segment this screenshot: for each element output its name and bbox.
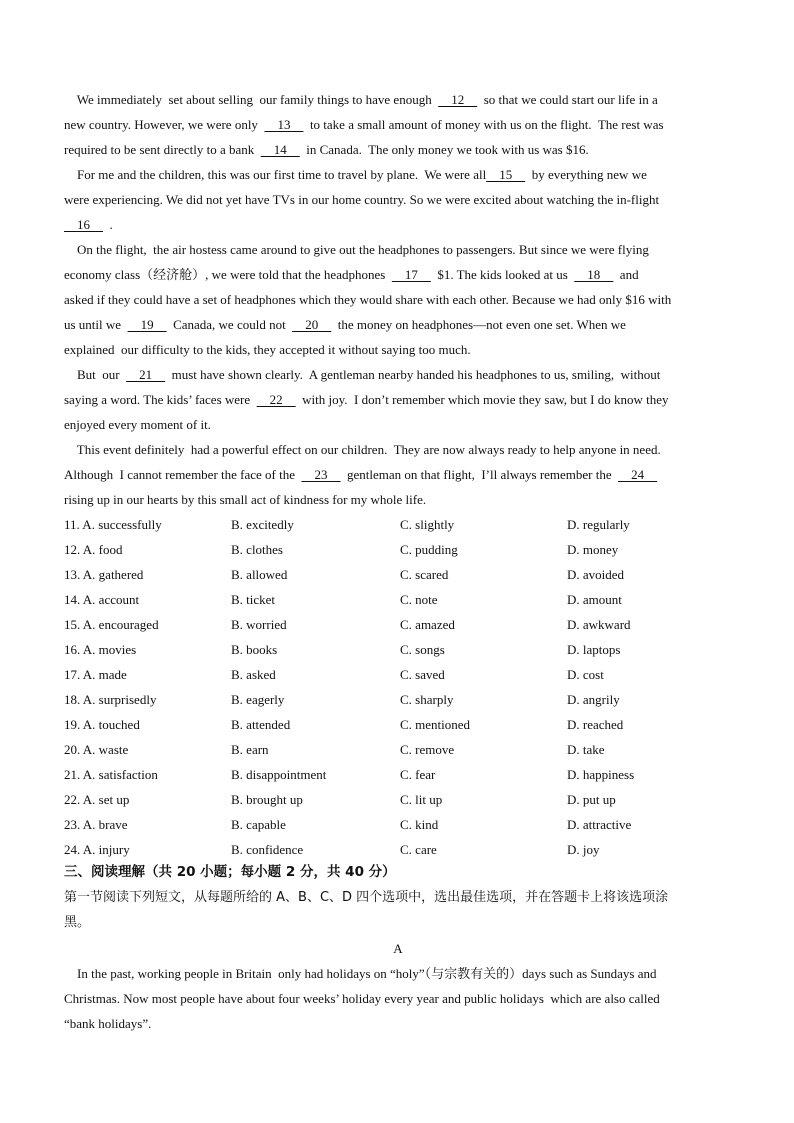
option-b: B. earn	[231, 742, 269, 757]
passage-text: in Canada. The only money we took with us was $16.	[299, 142, 589, 157]
option-a: 20. A. waste	[64, 742, 129, 757]
option-b: B. brought up	[231, 792, 303, 807]
option-c: C. slightly	[400, 517, 455, 532]
passage-line	[64, 212, 732, 237]
option-c: C. saved	[400, 667, 445, 682]
option-b: B. capable	[231, 817, 286, 832]
passage-text: On the flight, the air hostess came around to give out the headphones to passengers. But since we were flying	[64, 242, 649, 257]
option-c: C. note	[400, 592, 438, 607]
option-a: 24. A. injury	[64, 842, 130, 857]
passage-line	[64, 437, 732, 462]
passage-text: so that we could start our life in a	[477, 92, 658, 107]
passage-text: to take a small amount of money with us on the flight. The rest was	[303, 117, 664, 132]
passage-line	[64, 412, 732, 437]
option-b: B. books	[231, 642, 278, 657]
option-row	[64, 762, 732, 787]
section-heading: 三、阅读理解（共 20 小题；每小题 2 分，共 40 分）	[64, 864, 396, 880]
passage-text: explained our difficulty to the kids, they accepted it without saying too much.	[64, 342, 471, 357]
option-a: 13. A. gathered	[64, 567, 144, 582]
blank-number: 13	[264, 117, 304, 132]
option-b: B. disappointment	[231, 767, 327, 782]
option-row	[64, 612, 732, 637]
passage-label: A	[393, 941, 403, 956]
passage-line	[64, 387, 732, 412]
passage-text: .	[103, 217, 113, 232]
option-d: D. take	[567, 742, 605, 757]
option-d: D. attractive	[567, 817, 632, 832]
passage-line	[64, 487, 732, 512]
option-c: C. amazed	[400, 617, 455, 632]
option-row	[64, 737, 732, 762]
passage-text: and	[613, 267, 639, 282]
option-c: C. sharply	[400, 692, 454, 707]
passage-line	[64, 287, 732, 312]
passage-line	[64, 137, 732, 162]
passage-text: $1. The kids looked at us	[430, 267, 575, 282]
option-a: 17. A. made	[64, 667, 127, 682]
blank-number: 12	[438, 92, 478, 107]
passage-line	[64, 237, 732, 262]
passage-text: required to be sent directly to a bank	[64, 142, 261, 157]
option-row	[64, 512, 732, 537]
passage-text: were experiencing. We did not yet have TVs in our home country. So we were excited about watching the in-flight	[64, 192, 677, 207]
option-row	[64, 812, 732, 837]
option-row	[64, 712, 732, 737]
passage-line	[64, 162, 732, 187]
passage-a-line: “bank holidays”.	[64, 1016, 152, 1031]
option-d: D. put up	[567, 792, 616, 807]
option-row	[64, 562, 732, 587]
blank-number: 20	[292, 317, 332, 332]
option-b: B. ticket	[231, 592, 276, 607]
passage-text: But our	[64, 367, 127, 382]
blank-number: 17	[391, 267, 431, 282]
option-d: D. angrily	[567, 692, 620, 707]
option-d: D. awkward	[567, 617, 631, 632]
passage-a-line: Christmas. Now most people have about four weeks’ holiday every year and public holidays which are also called	[64, 991, 660, 1006]
option-a: 18. A. surprisedly	[64, 692, 157, 707]
blank-number: 15	[486, 167, 526, 182]
option-b: B. eagerly	[231, 692, 285, 707]
option-c: C. kind	[400, 817, 439, 832]
passage-text: We immediately set about selling our family things to have enough	[64, 92, 439, 107]
passage-text: must have shown clearly. A gentleman nearby handed his headphones to us, smiling, without	[165, 367, 661, 382]
option-b: B. clothes	[231, 542, 283, 557]
passage-text: with joy. I don’t remember which movie they saw, but I do know they	[295, 392, 669, 407]
option-c: C. remove	[400, 742, 455, 757]
option-d: D. laptops	[567, 642, 621, 657]
passage-text: saying a word. The kids’ faces were	[64, 392, 257, 407]
passage-text: us until we	[64, 317, 128, 332]
option-row	[64, 687, 732, 712]
passage-line	[64, 187, 732, 212]
passage-text: Canada, we could not	[166, 317, 293, 332]
passage-text: economy class（经济舱）, we were told that the headphones	[64, 267, 392, 282]
blank-number: 21	[126, 367, 166, 382]
option-row	[64, 837, 732, 862]
option-a: 21. A. satisfaction	[64, 767, 158, 782]
option-d: D. happiness	[567, 767, 635, 782]
passage-text: Although I cannot remember the face of the	[64, 467, 302, 482]
passage-text: by everything new we	[525, 167, 647, 182]
passage-a-line: In the past, working people in Britain only had holidays on “holy”（与宗教有关的）days such as Sundays and	[64, 966, 657, 981]
option-row	[64, 587, 732, 612]
passage-text: the money on headphones—not even one set. When we	[331, 317, 626, 332]
option-c: C. care	[400, 842, 437, 857]
option-c: C. fear	[400, 767, 436, 782]
passage-text: new country. However, we were only	[64, 117, 265, 132]
option-a: 15. A. encouraged	[64, 617, 159, 632]
option-d: D. cost	[567, 667, 604, 682]
option-b: B. worried	[231, 617, 287, 632]
passage-line	[64, 462, 732, 487]
instruction-line-1: 第一节阅读下列短文，从每题所给的 A、B、C、D 四个选项中，选出最佳选项，并在答题卡上将该选项涂	[64, 890, 669, 905]
blank-number: 18	[574, 267, 614, 282]
option-c: C. lit up	[400, 792, 443, 807]
option-a: 12. A. food	[64, 542, 123, 557]
passage-line	[64, 312, 732, 337]
option-c: C. scared	[400, 567, 449, 582]
option-d: D. regularly	[567, 517, 630, 532]
blank-number: 19	[127, 317, 167, 332]
option-a: 22. A. set up	[64, 792, 130, 807]
blank-number: 24	[618, 467, 658, 482]
instruction-line-2: 黑。	[64, 915, 91, 930]
option-row	[64, 537, 732, 562]
passage-line	[64, 87, 732, 112]
option-c: C. songs	[400, 642, 445, 657]
option-a: 19. A. touched	[64, 717, 140, 732]
blank-number: 16	[64, 217, 103, 232]
passage-text: For me and the children, this was our first time to travel by plane. We were all	[64, 167, 487, 182]
passage-line	[64, 112, 732, 137]
passage-line	[64, 262, 732, 287]
option-a: 11. A. successfully	[64, 517, 162, 532]
passage-text: gentleman on that flight, I’ll always remember the	[340, 467, 619, 482]
option-a: 23. A. brave	[64, 817, 128, 832]
option-a: 16. A. movies	[64, 642, 137, 657]
option-d: D. money	[567, 542, 619, 557]
option-b: B. allowed	[231, 567, 288, 582]
passage-text: rising up in our hearts by this small act of kindness for my whole life.	[64, 492, 427, 507]
option-row	[64, 662, 732, 687]
option-b: B. excitedly	[231, 517, 294, 532]
option-d: D. amount	[567, 592, 622, 607]
passage-line	[64, 337, 732, 362]
option-b: B. attended	[231, 717, 291, 732]
option-row	[64, 787, 732, 812]
option-a: 14. A. account	[64, 592, 140, 607]
blank-number: 22	[256, 392, 296, 407]
passage-text: enjoyed every moment of it.	[64, 417, 211, 432]
option-d: D. joy	[567, 842, 600, 857]
option-c: C. mentioned	[400, 717, 471, 732]
passage-text: asked if they could have a set of headphones which they would share with each other. Because we had only $16 with	[64, 292, 672, 307]
option-d: D. reached	[567, 717, 624, 732]
passage-text: This event definitely had a powerful effect on our children. They are now always ready to help anyone in need.	[64, 442, 661, 457]
option-c: C. pudding	[400, 542, 458, 557]
option-row	[64, 637, 732, 662]
option-b: B. confidence	[231, 842, 304, 857]
blank-number: 14	[260, 142, 300, 157]
option-d: D. avoided	[567, 567, 625, 582]
blank-number: 23	[301, 467, 341, 482]
passage-line	[64, 362, 732, 387]
option-b: B. asked	[231, 667, 276, 682]
section-instruction	[64, 885, 732, 935]
